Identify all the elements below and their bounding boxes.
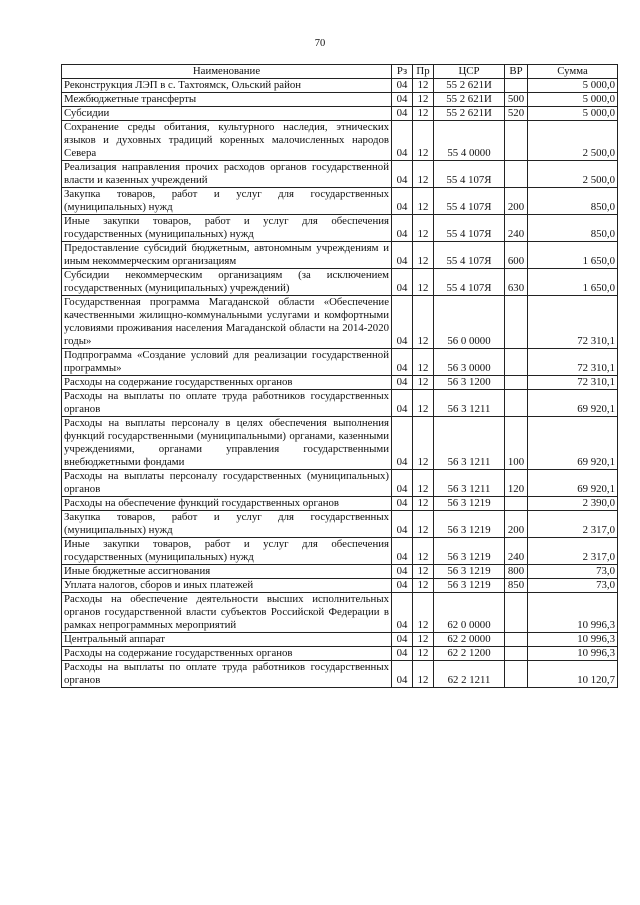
cell-pr: 12 [413,269,434,296]
cell-vr [505,633,528,647]
cell-name: Расходы на содержание государственных органов [62,647,392,661]
cell-pr: 12 [413,161,434,188]
cell-csr: 56 3 1211 [434,470,505,497]
cell-vr: 800 [505,565,528,579]
cell-name: Сохранение среды обитания, культурного наследия, этнических языков и духовных традиций коренных малочисленных народов Севера [62,121,392,161]
cell-vr [505,593,528,633]
cell-rz: 04 [392,633,413,647]
cell-vr [505,296,528,349]
cell-csr: 56 3 1219 [434,511,505,538]
cell-csr: 55 2 621И [434,107,505,121]
cell-pr: 12 [413,497,434,511]
cell-rz: 04 [392,215,413,242]
cell-pr: 12 [413,579,434,593]
table-row [62,215,618,242]
cell-pr: 12 [413,296,434,349]
table-body [62,79,618,688]
cell-pr: 12 [413,538,434,565]
cell-sum: 5 000,0 [528,107,618,121]
cell-pr: 12 [413,93,434,107]
cell-sum: 69 920,1 [528,390,618,417]
cell-csr: 62 0 0000 [434,593,505,633]
table-row [62,497,618,511]
cell-csr: 62 2 1200 [434,647,505,661]
budget-table [61,64,618,688]
cell-rz: 04 [392,593,413,633]
cell-pr: 12 [413,376,434,390]
cell-sum: 10 996,3 [528,647,618,661]
table-row [62,296,618,349]
cell-rz: 04 [392,107,413,121]
table-row [62,121,618,161]
table-row [62,511,618,538]
cell-sum: 69 920,1 [528,470,618,497]
cell-csr: 56 3 1219 [434,538,505,565]
table-row [62,633,618,647]
cell-sum: 73,0 [528,565,618,579]
cell-name: Межбюджетные трансферты [62,93,392,107]
cell-name: Уплата налогов, сборов и иных платежей [62,579,392,593]
cell-sum: 2 317,0 [528,538,618,565]
cell-rz: 04 [392,79,413,93]
cell-vr [505,647,528,661]
cell-name: Иные закупки товаров, работ и услуг для обеспечения государственных (муниципальных) нужд [62,538,392,565]
cell-csr: 56 3 1219 [434,579,505,593]
cell-sum: 850,0 [528,188,618,215]
cell-rz: 04 [392,93,413,107]
header-rz: Рз [392,65,413,79]
cell-rz: 04 [392,497,413,511]
cell-name: Реализация направления прочих расходов органов государственной власти и казенных учреждений [62,161,392,188]
cell-vr: 850 [505,579,528,593]
cell-rz: 04 [392,390,413,417]
cell-pr: 12 [413,511,434,538]
cell-pr: 12 [413,215,434,242]
cell-sum: 2 500,0 [528,121,618,161]
cell-rz: 04 [392,470,413,497]
table-row [62,93,618,107]
cell-pr: 12 [413,107,434,121]
cell-vr [505,376,528,390]
cell-rz: 04 [392,565,413,579]
cell-rz: 04 [392,417,413,470]
cell-sum: 10 996,3 [528,593,618,633]
cell-vr: 200 [505,511,528,538]
cell-sum: 5 000,0 [528,79,618,93]
header-csr: ЦСР [434,65,505,79]
cell-rz: 04 [392,188,413,215]
cell-csr: 55 4 107Я [434,269,505,296]
cell-pr: 12 [413,188,434,215]
cell-vr: 520 [505,107,528,121]
table-row [62,376,618,390]
table-row [62,647,618,661]
cell-sum: 1 650,0 [528,269,618,296]
cell-sum: 850,0 [528,215,618,242]
cell-csr: 56 3 1211 [434,390,505,417]
header-name: Наименование [62,65,392,79]
cell-csr: 56 3 1200 [434,376,505,390]
cell-pr: 12 [413,633,434,647]
header-pr: Пр [413,65,434,79]
cell-sum: 5 000,0 [528,93,618,107]
cell-rz: 04 [392,121,413,161]
cell-name: Субсидии [62,107,392,121]
cell-sum: 10 120,7 [528,661,618,688]
cell-name: Расходы на обеспечение деятельности высших исполнительных органов государственной власти субъектов Российской Федерации в рамках непрограммных мероприятий [62,593,392,633]
cell-pr: 12 [413,79,434,93]
cell-vr [505,349,528,376]
cell-vr: 630 [505,269,528,296]
table-header [62,65,618,79]
cell-rz: 04 [392,242,413,269]
cell-name: Реконструкция ЛЭП в с. Тахтоямск, Ольский район [62,79,392,93]
cell-pr: 12 [413,470,434,497]
table-row [62,390,618,417]
cell-pr: 12 [413,242,434,269]
cell-csr: 55 2 621И [434,93,505,107]
table-row [62,593,618,633]
cell-pr: 12 [413,661,434,688]
cell-pr: 12 [413,593,434,633]
cell-csr: 55 4 107Я [434,161,505,188]
table-row [62,661,618,688]
cell-pr: 12 [413,349,434,376]
table-row [62,470,618,497]
table-row [62,242,618,269]
cell-name: Иные бюджетные ассигнования [62,565,392,579]
table-row [62,538,618,565]
cell-sum: 1 650,0 [528,242,618,269]
cell-vr: 100 [505,417,528,470]
cell-rz: 04 [392,538,413,565]
cell-rz: 04 [392,647,413,661]
header-row [62,65,618,79]
table-row [62,188,618,215]
cell-rz: 04 [392,376,413,390]
header-vr: ВР [505,65,528,79]
cell-pr: 12 [413,565,434,579]
cell-sum: 2 500,0 [528,161,618,188]
cell-csr: 62 2 0000 [434,633,505,647]
cell-vr: 200 [505,188,528,215]
cell-csr: 55 4 107Я [434,242,505,269]
cell-name: Подпрограмма «Создание условий для реализации государственной программы» [62,349,392,376]
cell-csr: 62 2 1211 [434,661,505,688]
cell-rz: 04 [392,296,413,349]
table-row [62,565,618,579]
cell-sum: 69 920,1 [528,417,618,470]
cell-csr: 55 4 107Я [434,188,505,215]
cell-rz: 04 [392,511,413,538]
table-row [62,269,618,296]
cell-csr: 56 3 1211 [434,417,505,470]
cell-vr [505,161,528,188]
cell-pr: 12 [413,390,434,417]
table-row [62,417,618,470]
cell-name: Субсидии некоммерческим организациям (за исключением государственных (муниципальных) учреждений) [62,269,392,296]
cell-sum: 10 996,3 [528,633,618,647]
cell-sum: 73,0 [528,579,618,593]
cell-rz: 04 [392,161,413,188]
cell-sum: 72 310,1 [528,349,618,376]
cell-csr: 55 4 0000 [434,121,505,161]
cell-csr: 56 3 1219 [434,497,505,511]
cell-name: Закупка товаров, работ и услуг для государственных (муниципальных) нужд [62,511,392,538]
cell-pr: 12 [413,121,434,161]
cell-sum: 72 310,1 [528,376,618,390]
cell-name: Центральный аппарат [62,633,392,647]
cell-name: Расходы на выплаты по оплате труда работников государственных органов [62,661,392,688]
cell-vr [505,390,528,417]
cell-sum: 2 390,0 [528,497,618,511]
cell-name: Предоставление субсидий бюджетным, автономным учреждениям и иным некоммерческим организациям [62,242,392,269]
cell-rz: 04 [392,579,413,593]
cell-name: Расходы на содержание государственных органов [62,376,392,390]
cell-vr: 600 [505,242,528,269]
cell-name: Закупка товаров, работ и услуг для государственных (муниципальных) нужд [62,188,392,215]
cell-name: Расходы на выплаты по оплате труда работников государственных органов [62,390,392,417]
cell-name: Расходы на выплаты персоналу государственных (муниципальных) органов [62,470,392,497]
cell-vr [505,121,528,161]
cell-rz: 04 [392,661,413,688]
cell-csr: 56 0 0000 [434,296,505,349]
cell-name: Государственная программа Магаданской области «Обеспечение качественными жилищно-коммунальными услугами и комфортными условиями проживания населения Магаданской области на 2014-2020 годы» [62,296,392,349]
cell-csr: 55 2 621И [434,79,505,93]
cell-rz: 04 [392,349,413,376]
cell-csr: 56 3 1219 [434,565,505,579]
cell-vr [505,661,528,688]
cell-sum: 2 317,0 [528,511,618,538]
table-row [62,107,618,121]
cell-vr: 240 [505,538,528,565]
cell-rz: 04 [392,269,413,296]
cell-vr [505,497,528,511]
cell-name: Расходы на обеспечение функций государственных органов [62,497,392,511]
cell-vr: 240 [505,215,528,242]
cell-name: Расходы на выплаты персоналу в целях обеспечения выполнения функций государственными (муниципальными) органами, казенными учреждениями, органами управления государственными внебюджетными фондами [62,417,392,470]
cell-name: Иные закупки товаров, работ и услуг для обеспечения государственных (муниципальных) нужд [62,215,392,242]
cell-pr: 12 [413,647,434,661]
cell-csr: 56 3 0000 [434,349,505,376]
cell-vr: 500 [505,93,528,107]
cell-vr [505,79,528,93]
cell-sum: 72 310,1 [528,296,618,349]
table-row [62,79,618,93]
cell-pr: 12 [413,417,434,470]
cell-vr: 120 [505,470,528,497]
table-row [62,579,618,593]
table-row [62,349,618,376]
page-number: 70 [314,38,326,49]
table-row [62,161,618,188]
header-sum: Сумма [528,65,618,79]
cell-csr: 55 4 107Я [434,215,505,242]
